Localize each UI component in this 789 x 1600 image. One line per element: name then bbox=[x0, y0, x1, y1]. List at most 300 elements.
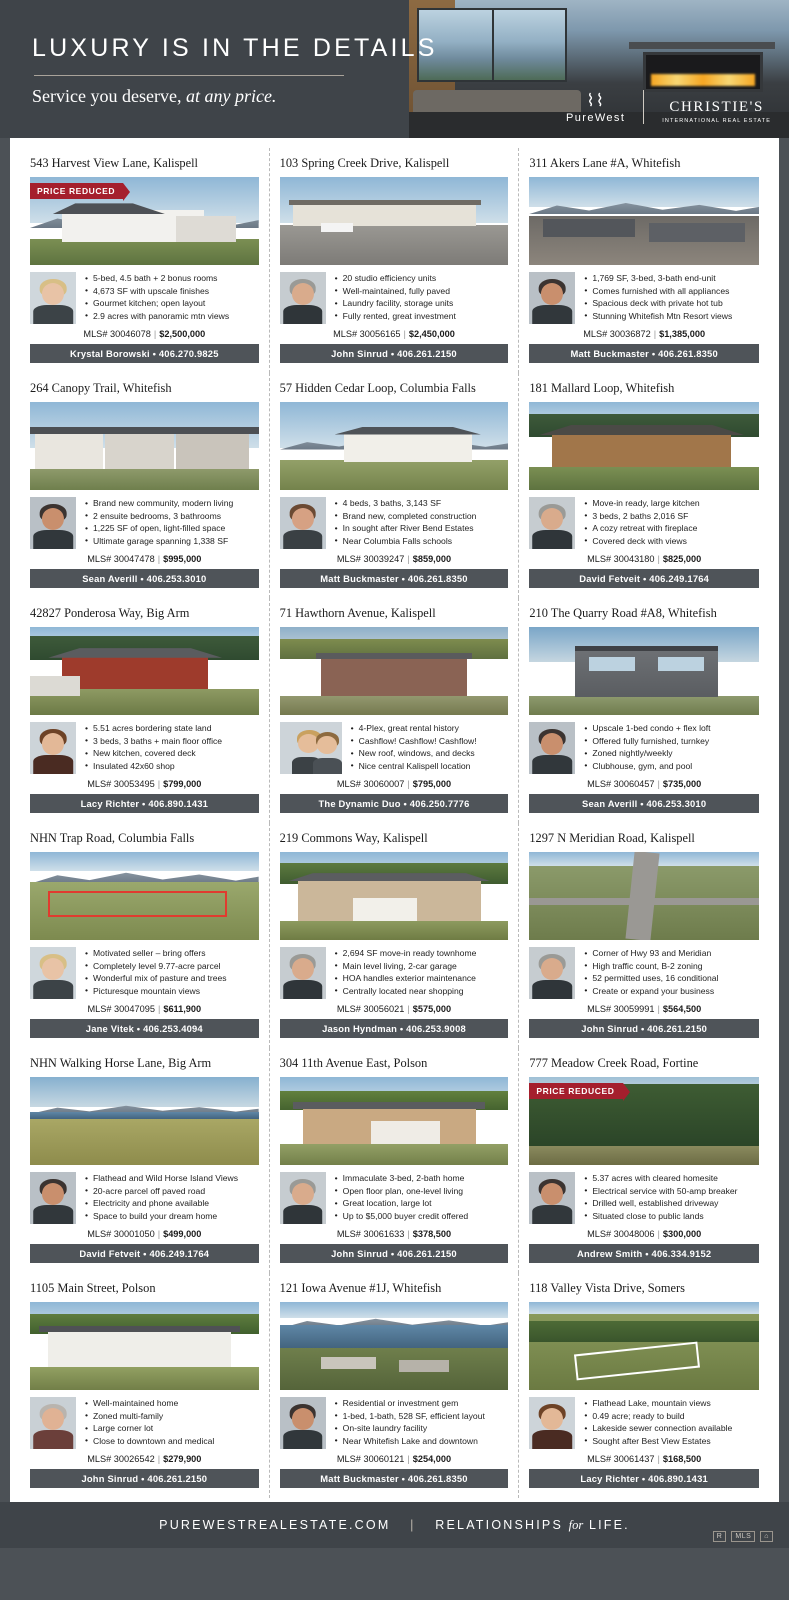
listing-details bbox=[280, 272, 509, 324]
listing-feature: • Picturesque mountain views bbox=[93, 985, 259, 998]
agent-avatar bbox=[30, 1172, 76, 1224]
agent-avatar bbox=[280, 947, 326, 999]
listing-details bbox=[280, 1172, 509, 1224]
listing-feature: • 5.51 acres bordering state land bbox=[93, 722, 259, 735]
listing-mls-price bbox=[30, 779, 259, 789]
agent-contact-bar[interactable]: John Sinrud • 406.261.2150 bbox=[30, 1469, 259, 1488]
mls-number: MLS# 30048006 bbox=[587, 1229, 655, 1239]
footer-tagline-italic: for bbox=[568, 1517, 584, 1532]
listing-price: $859,000 bbox=[412, 554, 452, 564]
mls-number: MLS# 30059991 bbox=[587, 1004, 655, 1014]
listing-card[interactable] bbox=[270, 148, 520, 373]
listing-feature: • Stunning Whitefish Mtn Resort views bbox=[592, 310, 759, 323]
footer-tagline bbox=[159, 1518, 630, 1533]
listing-card[interactable] bbox=[20, 373, 270, 598]
listing-feature-list bbox=[349, 722, 509, 772]
agent-contact-bar[interactable]: Matt Buckmaster • 406.261.8350 bbox=[280, 1469, 509, 1488]
listing-photo bbox=[30, 1302, 259, 1390]
footer-icon-group bbox=[713, 1531, 773, 1542]
listing-feature: • Completely level 9.77-acre parcel bbox=[93, 960, 259, 973]
listing-feature-list bbox=[83, 947, 259, 997]
listing-feature-list bbox=[582, 1172, 759, 1222]
listing-card[interactable] bbox=[20, 148, 270, 373]
listing-details bbox=[280, 947, 509, 999]
listing-feature: • Upscale 1-bed condo + flex loft bbox=[592, 722, 759, 735]
listing-mls-price bbox=[30, 1004, 259, 1014]
mls-price-divider: | bbox=[157, 779, 161, 789]
listing-details bbox=[529, 1397, 759, 1449]
listing-feature-list bbox=[333, 1397, 509, 1447]
listing-feature: • On-site laundry facility bbox=[343, 1422, 509, 1435]
listing-card[interactable] bbox=[20, 1048, 270, 1273]
listing-photo bbox=[30, 627, 259, 715]
mls-number: MLS# 30060121 bbox=[336, 1454, 405, 1464]
listing-card[interactable] bbox=[20, 598, 270, 823]
listing-photo bbox=[529, 852, 759, 940]
realtor-icon: R bbox=[713, 1531, 727, 1542]
mls-number: MLS# 30026542 bbox=[87, 1454, 155, 1464]
listing-feature: • Offered fully furnished, turnkey bbox=[592, 735, 759, 748]
agent-avatar bbox=[280, 1172, 326, 1224]
listing-feature: • Space to build your dream home bbox=[93, 1210, 259, 1223]
listing-mls-price bbox=[529, 1229, 759, 1239]
listing-feature: • Near Columbia Falls schools bbox=[343, 535, 509, 548]
mls-price-divider: | bbox=[153, 329, 157, 339]
listing-price: $995,000 bbox=[163, 554, 202, 564]
listing-address: 777 Meadow Creek Road, Fortine bbox=[529, 1056, 699, 1070]
listing-mls-price bbox=[30, 1454, 259, 1464]
mls-number: MLS# 30056165 bbox=[333, 329, 401, 339]
listing-price: $254,000 bbox=[412, 1454, 452, 1464]
listing-details bbox=[30, 947, 259, 999]
listing-feature-list bbox=[83, 1172, 259, 1222]
listing-card[interactable] bbox=[270, 1273, 520, 1498]
price-reduced-badge: PRICE REDUCED bbox=[30, 183, 123, 199]
listing-address: 210 The Quarry Road #A8, Whitefish bbox=[529, 606, 717, 620]
listing-feature: • Clubhouse, gym, and pool bbox=[592, 760, 759, 773]
listing-card[interactable] bbox=[270, 373, 520, 598]
listing-feature: • Great location, large lot bbox=[343, 1197, 509, 1210]
mls-number: MLS# 30039247 bbox=[336, 554, 405, 564]
listing-feature: • 3 beds, 3 baths + main floor office bbox=[93, 735, 259, 748]
listing-feature-list bbox=[333, 947, 509, 997]
listing-feature-list bbox=[333, 1172, 509, 1222]
listing-feature: • Insulated 42x60 shop bbox=[93, 760, 259, 773]
listing-card[interactable] bbox=[519, 373, 769, 598]
listing-feature: • Well-maintained, fully paved bbox=[343, 285, 509, 298]
listing-photo bbox=[280, 402, 509, 490]
agent-contact-bar[interactable]: John Sinrud • 406.261.2150 bbox=[280, 344, 509, 363]
listing-card[interactable] bbox=[519, 598, 769, 823]
listing-feature: • Brand new community, modern living bbox=[93, 497, 259, 510]
footer-tagline-post: LIFE. bbox=[588, 1517, 630, 1532]
agent-contact-bar[interactable]: Jason Hyndman • 406.253.9008 bbox=[280, 1019, 509, 1038]
listing-feature-list bbox=[333, 272, 509, 322]
listing-mls-price bbox=[529, 779, 759, 789]
listing-address: 181 Mallard Loop, Whitefish bbox=[529, 381, 675, 395]
mls-number: MLS# 30061437 bbox=[587, 1454, 655, 1464]
listing-feature: • 4,673 SF with upscale finishes bbox=[93, 285, 259, 298]
listing-feature: • Spacious deck with private hot tub bbox=[592, 297, 759, 310]
agent-contact-bar[interactable]: John Sinrud • 406.261.2150 bbox=[529, 1019, 759, 1038]
listing-feature: • Flathead Lake, mountain views bbox=[592, 1397, 759, 1410]
christies-logo-sub: INTERNATIONAL REAL ESTATE bbox=[662, 118, 771, 124]
agent-avatar bbox=[529, 497, 575, 549]
listing-feature: • New roof, windows, and decks bbox=[359, 747, 509, 760]
footer-separator: | bbox=[410, 1517, 416, 1532]
mls-number: MLS# 30001050 bbox=[87, 1229, 155, 1239]
header-subtitle-italic: at any price. bbox=[181, 86, 277, 106]
mls-price-divider: | bbox=[657, 1454, 660, 1464]
agent-contact-bar[interactable]: Matt Buckmaster • 406.261.8350 bbox=[280, 569, 509, 588]
mls-number: MLS# 30060007 bbox=[336, 779, 405, 789]
listing-price: $279,900 bbox=[163, 1454, 202, 1464]
agent-contact-bar[interactable]: David Fetveit • 406.249.1764 bbox=[529, 569, 759, 588]
listing-photo bbox=[30, 177, 259, 265]
mls-price-divider: | bbox=[653, 329, 657, 339]
listing-feature: • Flathead and Wild Horse Island Views bbox=[93, 1172, 259, 1185]
listing-address: NHN Trap Road, Columbia Falls bbox=[30, 831, 195, 845]
listing-price: $168,500 bbox=[662, 1454, 702, 1464]
listing-feature: • Move-in ready, large kitchen bbox=[592, 497, 759, 510]
listing-photo bbox=[280, 627, 509, 715]
listing-address: 311 Akers Lane #A, Whitefish bbox=[529, 156, 681, 170]
listing-address: 1297 N Meridian Road, Kalispell bbox=[529, 831, 695, 845]
mls-price-divider: | bbox=[407, 779, 410, 789]
listing-feature: • Corner of Hwy 93 and Meridian bbox=[592, 947, 759, 960]
agent-contact-bar[interactable]: David Fetveit • 406.249.1764 bbox=[30, 1244, 259, 1263]
listing-mls-price bbox=[280, 1229, 509, 1239]
listing-feature-list bbox=[83, 497, 259, 547]
listing-details bbox=[30, 1172, 259, 1224]
agent-avatar bbox=[30, 497, 76, 549]
page-footer bbox=[0, 1502, 789, 1548]
listing-feature: • 3 beds, 2 baths 2,016 SF bbox=[592, 510, 759, 523]
listing-feature: • Create or expand your business bbox=[592, 985, 759, 998]
listing-feature-list bbox=[582, 272, 759, 322]
agent-avatar bbox=[30, 1397, 76, 1449]
listing-feature-list bbox=[582, 947, 759, 997]
christies-logo bbox=[662, 99, 771, 124]
mls-price-divider: | bbox=[157, 1004, 161, 1014]
listing-feature-list bbox=[582, 497, 759, 547]
listing-feature-list bbox=[333, 497, 509, 547]
listing-price: $1,385,000 bbox=[659, 329, 706, 339]
listing-feature: • Immaculate 3-bed, 2-bath home bbox=[343, 1172, 509, 1185]
agent-avatar bbox=[280, 722, 342, 774]
listing-feature: • Cashflow! Cashflow! Cashflow! bbox=[359, 735, 509, 748]
listing-feature: • In sought after River Bend Estates bbox=[343, 522, 509, 535]
listing-price: $795,000 bbox=[412, 779, 452, 789]
listing-mls-price bbox=[529, 554, 759, 564]
logo-divider bbox=[643, 90, 644, 124]
agent-avatar bbox=[529, 722, 575, 774]
listing-feature: • Gourmet kitchen; open layout bbox=[93, 297, 259, 310]
mls-number: MLS# 30043180 bbox=[587, 554, 655, 564]
listing-price: $799,000 bbox=[163, 779, 202, 789]
listing-feature-list bbox=[582, 1397, 759, 1447]
listing-feature: • 5.37 acres with cleared homesite bbox=[592, 1172, 759, 1185]
listing-feature: • HOA handles exterior maintenance bbox=[343, 972, 509, 985]
listing-details bbox=[529, 947, 759, 999]
listing-feature: • Covered deck with views bbox=[592, 535, 759, 548]
listing-details bbox=[280, 497, 509, 549]
listing-feature: • 4 beds, 3 baths, 3,143 SF bbox=[343, 497, 509, 510]
mls-price-divider: | bbox=[657, 554, 660, 564]
listing-feature: • 5-bed, 4.5 bath + 2 bonus rooms bbox=[93, 272, 259, 285]
listing-details bbox=[30, 497, 259, 549]
listing-mls-price bbox=[529, 329, 759, 339]
listing-feature: • Zoned multi-family bbox=[93, 1410, 259, 1423]
listing-photo bbox=[529, 1077, 759, 1165]
listing-feature-list bbox=[83, 722, 259, 772]
listing-feature: • Wonderful mix of pasture and trees bbox=[93, 972, 259, 985]
page-header bbox=[0, 0, 789, 138]
listing-details bbox=[30, 272, 259, 324]
listing-card[interactable] bbox=[20, 823, 270, 1048]
mls-number: MLS# 30053495 bbox=[87, 779, 155, 789]
listing-address: 543 Harvest View Lane, Kalispell bbox=[30, 156, 198, 170]
listing-photo bbox=[30, 402, 259, 490]
price-reduced-badge: PRICE REDUCED bbox=[529, 1083, 622, 1099]
mls-price-divider: | bbox=[407, 1454, 410, 1464]
listing-address: 1105 Main Street, Polson bbox=[30, 1281, 156, 1295]
listing-feature: • 2,694 SF move-in ready townhome bbox=[343, 947, 509, 960]
listing-price: $499,000 bbox=[163, 1229, 202, 1239]
listing-feature: • Well-maintained home bbox=[93, 1397, 259, 1410]
listing-card[interactable] bbox=[270, 598, 520, 823]
listing-price: $735,000 bbox=[662, 779, 702, 789]
mls-number: MLS# 30056021 bbox=[336, 1004, 405, 1014]
listing-address: 57 Hidden Cedar Loop, Columbia Falls bbox=[279, 381, 476, 395]
listing-photo bbox=[280, 1077, 509, 1165]
listing-feature: • Sought after Best View Estates bbox=[592, 1435, 759, 1448]
listing-address: 42827 Ponderosa Way, Big Arm bbox=[30, 606, 190, 620]
listing-feature: • Brand new, completed construction bbox=[343, 510, 509, 523]
listing-feature: • Electricity and phone available bbox=[93, 1197, 259, 1210]
agent-contact-bar[interactable]: Sean Averill • 406.253.3010 bbox=[529, 794, 759, 813]
mls-price-divider: | bbox=[157, 1229, 161, 1239]
listing-price: $2,450,000 bbox=[408, 329, 455, 339]
agent-avatar bbox=[30, 722, 76, 774]
listing-details bbox=[529, 272, 759, 324]
listing-feature: • 2 ensuite bedrooms, 3 bathrooms bbox=[93, 510, 259, 523]
listing-photo bbox=[529, 1302, 759, 1390]
listing-card[interactable] bbox=[270, 823, 520, 1048]
listing-feature-list bbox=[582, 722, 759, 772]
listing-mls-price bbox=[30, 329, 259, 339]
listing-feature: • 20 studio efficiency units bbox=[343, 272, 509, 285]
listing-feature: • 1,769 SF, 3-bed, 3-bath end-unit bbox=[592, 272, 759, 285]
listing-details bbox=[280, 1397, 509, 1449]
agent-avatar bbox=[280, 272, 326, 324]
listing-address: 304 11th Avenue East, Polson bbox=[279, 1056, 428, 1070]
listing-mls-price bbox=[280, 554, 509, 564]
listing-feature: • Comes furnished with all appliances bbox=[592, 285, 759, 298]
agent-contact-bar[interactable]: The Dynamic Duo • 406.250.7776 bbox=[280, 794, 509, 813]
listings-sheet bbox=[10, 138, 779, 1502]
header-subtitle bbox=[32, 86, 438, 107]
equal-housing-icon: ⌂ bbox=[760, 1531, 773, 1542]
listing-feature-list bbox=[83, 1397, 259, 1447]
listing-photo bbox=[529, 627, 759, 715]
listing-feature: • Main level living, 2-car garage bbox=[343, 960, 509, 973]
listing-address: 219 Commons Way, Kalispell bbox=[279, 831, 428, 845]
footer-website[interactable]: PUREWESTREALESTATE.COM bbox=[159, 1517, 391, 1532]
listing-address: 103 Spring Creek Drive, Kalispell bbox=[279, 156, 450, 170]
listing-address: 118 Valley Vista Drive, Somers bbox=[529, 1281, 685, 1295]
listing-card[interactable] bbox=[519, 1048, 769, 1273]
listings-grid bbox=[20, 148, 769, 1498]
listing-feature: • 20-acre parcel off paved road bbox=[93, 1185, 259, 1198]
christies-logo-name: CHRISTIE'S bbox=[669, 99, 764, 115]
listing-feature: • Large corner lot bbox=[93, 1422, 259, 1435]
agent-contact-bar[interactable]: Jane Vitek • 406.253.4094 bbox=[30, 1019, 259, 1038]
listing-photo bbox=[30, 1077, 259, 1165]
listing-feature: • Residential or investment gem bbox=[343, 1397, 509, 1410]
mls-number: MLS# 30061633 bbox=[336, 1229, 405, 1239]
mls-number: MLS# 30047478 bbox=[87, 554, 155, 564]
listing-price: $378,500 bbox=[412, 1229, 452, 1239]
listing-details bbox=[30, 1397, 259, 1449]
listing-feature: • Zoned nightly/weekly bbox=[592, 747, 759, 760]
listing-details bbox=[529, 497, 759, 549]
listing-address: 121 Iowa Avenue #1J, Whitefish bbox=[279, 1281, 442, 1295]
listing-feature: • Laundry facility, storage units bbox=[343, 297, 509, 310]
listing-feature: • Up to $5,000 buyer credit offered bbox=[343, 1210, 509, 1223]
header-subtitle-plain: Service you deserve, bbox=[32, 86, 182, 106]
listing-feature: • 2.9 acres with panoramic mtn views bbox=[93, 310, 259, 323]
mls-price-divider: | bbox=[407, 1004, 410, 1014]
listing-feature: • Ultimate garage spanning 1,338 SF bbox=[93, 535, 259, 548]
listing-photo bbox=[280, 177, 509, 265]
listing-card[interactable] bbox=[519, 148, 769, 373]
listing-feature: • 1-bed, 1-bath, 528 SF, efficient layout bbox=[343, 1410, 509, 1423]
listing-mls-price bbox=[280, 1454, 509, 1464]
agent-contact-bar[interactable]: Krystal Borowski • 406.270.9825 bbox=[30, 344, 259, 363]
listing-feature: • Nice central Kalispell location bbox=[359, 760, 509, 773]
agent-contact-bar[interactable]: Lacy Richter • 406.890.1431 bbox=[529, 1469, 759, 1488]
listing-details bbox=[529, 722, 759, 774]
listing-card[interactable] bbox=[270, 1048, 520, 1273]
listing-mls-price bbox=[529, 1454, 759, 1464]
listing-feature: • Lakeside sewer connection available bbox=[592, 1422, 759, 1435]
listing-feature: • Fully rented, great investment bbox=[343, 310, 509, 323]
listing-mls-price bbox=[30, 1229, 259, 1239]
agent-avatar bbox=[529, 947, 575, 999]
listing-feature: • Near Whitefish Lake and downtown bbox=[343, 1435, 509, 1448]
listing-price: $564,500 bbox=[662, 1004, 702, 1014]
listing-price: $825,000 bbox=[662, 554, 702, 564]
listing-price: $611,900 bbox=[163, 1004, 202, 1014]
listing-photo bbox=[529, 177, 759, 265]
listing-mls-price bbox=[280, 779, 509, 789]
agent-avatar bbox=[30, 947, 76, 999]
agent-contact-bar[interactable]: Matt Buckmaster • 406.261.8350 bbox=[529, 344, 759, 363]
mls-icon: MLS bbox=[731, 1531, 755, 1542]
purewest-logo-name: PureWest bbox=[566, 112, 626, 124]
mls-price-divider: | bbox=[403, 329, 406, 339]
listing-feature: • 4-Plex, great rental history bbox=[359, 722, 509, 735]
listing-photo bbox=[280, 852, 509, 940]
brand-logos bbox=[566, 90, 771, 124]
agent-avatar bbox=[280, 1397, 326, 1449]
listing-feature: • Situated close to public lands bbox=[592, 1210, 759, 1223]
mls-number: MLS# 30046078 bbox=[83, 329, 151, 339]
mls-price-divider: | bbox=[407, 1229, 410, 1239]
purewest-mark-icon: ⌇⌇ bbox=[586, 91, 605, 110]
listing-address: 264 Canopy Trail, Whitefish bbox=[30, 381, 172, 395]
listing-address: 71 Hawthorn Avenue, Kalispell bbox=[279, 606, 436, 620]
listing-details bbox=[30, 722, 259, 774]
mls-price-divider: | bbox=[657, 779, 660, 789]
agent-contact-bar[interactable]: Lacy Richter • 406.890.1431 bbox=[30, 794, 259, 813]
mls-price-divider: | bbox=[407, 554, 410, 564]
header-text-block bbox=[32, 34, 438, 107]
page-title: LUXURY IS IN THE DETAILS bbox=[32, 34, 438, 62]
listing-feature: • Drilled well, established driveway bbox=[592, 1197, 759, 1210]
listing-feature: • Open floor plan, one-level living bbox=[343, 1185, 509, 1198]
listing-photo bbox=[30, 852, 259, 940]
agent-contact-bar[interactable]: Andrew Smith • 406.334.9152 bbox=[529, 1244, 759, 1263]
listing-feature: • 0.49 acre; ready to build bbox=[592, 1410, 759, 1423]
listing-photo bbox=[529, 402, 759, 490]
listing-mls-price bbox=[280, 329, 509, 339]
listing-mls-price bbox=[30, 554, 259, 564]
mls-number: MLS# 30047095 bbox=[87, 1004, 155, 1014]
agent-contact-bar[interactable]: John Sinrud • 406.261.2150 bbox=[280, 1244, 509, 1263]
listing-card[interactable] bbox=[519, 823, 769, 1048]
listing-card[interactable] bbox=[20, 1273, 270, 1498]
mls-number: MLS# 30060457 bbox=[587, 779, 655, 789]
purewest-logo bbox=[566, 92, 625, 124]
listing-mls-price bbox=[529, 1004, 759, 1014]
listing-details bbox=[280, 722, 509, 774]
listing-feature-list bbox=[83, 272, 259, 322]
mls-price-divider: | bbox=[157, 554, 161, 564]
listing-feature: • Electrical service with 50-amp breaker bbox=[592, 1185, 759, 1198]
listing-price: $575,000 bbox=[412, 1004, 452, 1014]
listing-price: $300,000 bbox=[662, 1229, 702, 1239]
agent-avatar bbox=[30, 272, 76, 324]
listing-card[interactable] bbox=[519, 1273, 769, 1498]
mls-price-divider: | bbox=[157, 1454, 161, 1464]
agent-contact-bar[interactable]: Sean Averill • 406.253.3010 bbox=[30, 569, 259, 588]
mls-price-divider: | bbox=[657, 1229, 660, 1239]
listing-feature: • High traffic count, B-2 zoning bbox=[592, 960, 759, 973]
listing-feature: • A cozy retreat with fireplace bbox=[592, 522, 759, 535]
agent-avatar bbox=[529, 272, 575, 324]
footer-tagline-pre: RELATIONSHIPS bbox=[435, 1517, 563, 1532]
listing-feature: • 1,225 SF of open, light-filled space bbox=[93, 522, 259, 535]
listing-feature: • New kitchen, covered deck bbox=[93, 747, 259, 760]
listing-details bbox=[529, 1172, 759, 1224]
listing-photo bbox=[280, 1302, 509, 1390]
listing-feature: • Centrally located near shopping bbox=[343, 985, 509, 998]
listing-mls-price bbox=[280, 1004, 509, 1014]
listing-address: NHN Walking Horse Lane, Big Arm bbox=[30, 1056, 212, 1070]
agent-avatar bbox=[529, 1172, 575, 1224]
listing-feature: • Close to downtown and medical bbox=[93, 1435, 259, 1448]
mls-price-divider: | bbox=[657, 1004, 660, 1014]
listing-feature: • 52 permitted uses, 16 conditional bbox=[592, 972, 759, 985]
listing-feature: • Motivated seller – bring offers bbox=[93, 947, 259, 960]
listing-price: $2,500,000 bbox=[159, 329, 206, 339]
header-divider bbox=[34, 75, 344, 76]
agent-avatar bbox=[529, 1397, 575, 1449]
mls-number: MLS# 30036872 bbox=[583, 329, 651, 339]
agent-avatar bbox=[280, 497, 326, 549]
